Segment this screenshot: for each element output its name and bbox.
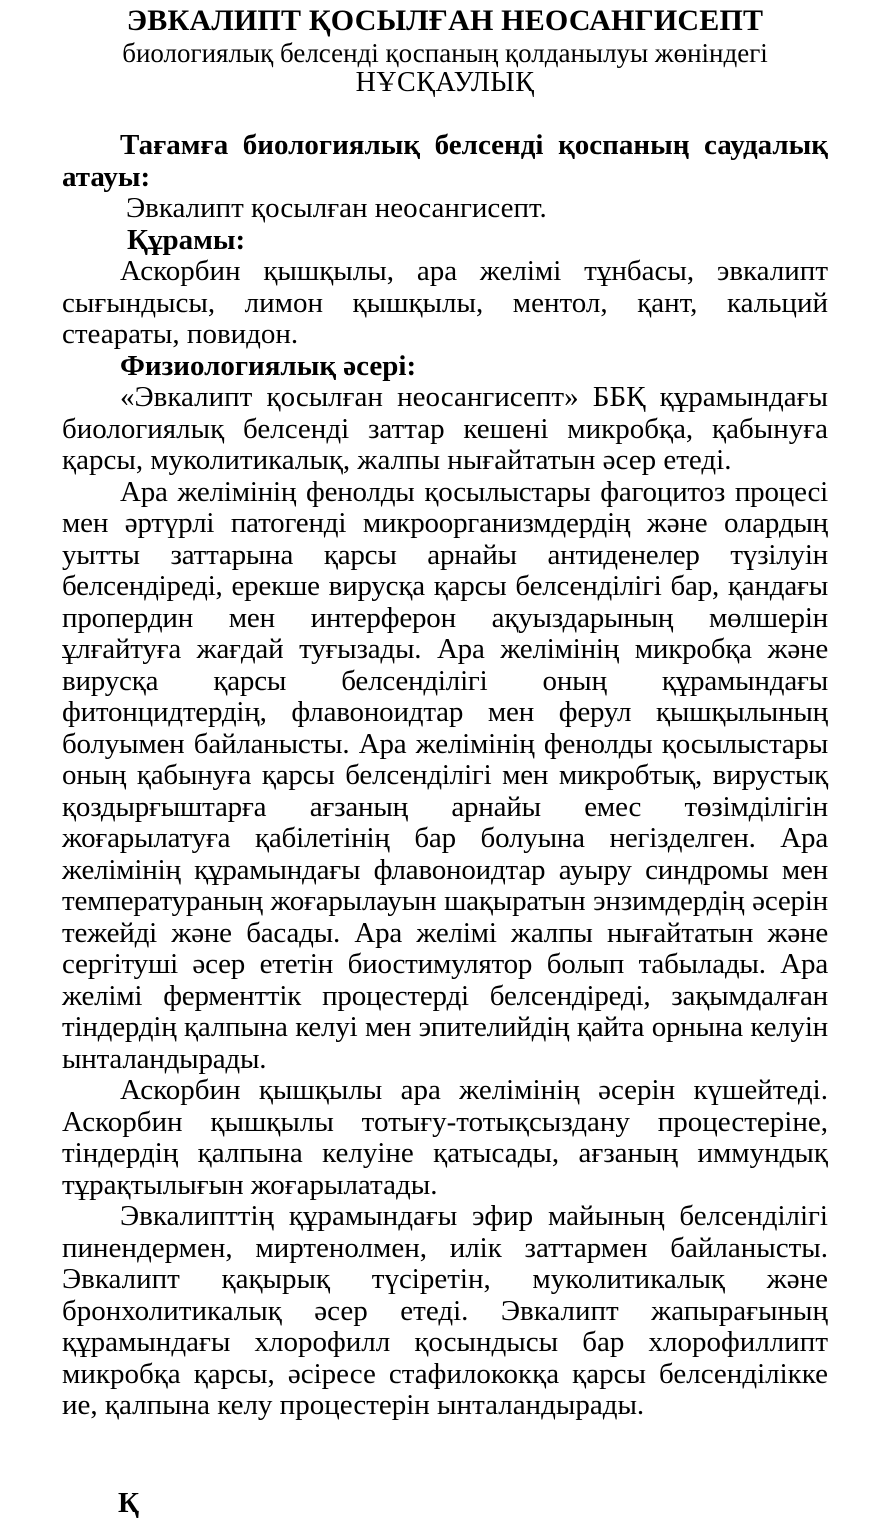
effect-paragraph-4: Эвкалипттің құрамындағы эфир майының белсенділігі пинендермен, миртенолмен, илік заттармен байланысты. Эвкалипт қақырық түсіретін, муколитикалық және бронхолитикалық әсер етеді. Эвкалипт жапырағының құрамындағы хлорофилл қосындысы бар хлорофиллипт микробқа қарсы, әсіресе стафилококқа қарсы белсенділікке ие, қалпына келу процестерін ынталандырады. (62, 1200, 828, 1421)
document-type: НҰСҚАУЛЫҚ (355, 67, 535, 98)
effect-paragraph-1: «Эвкалипт қосылған неосангисепт» ББҚ құрамындағы биологиялық белсенді заттар кешені микробқа, қабынуға қарсы, муколитикалық, жалпы нығайтатын әсер етеді. (62, 381, 828, 476)
instruction-page (62, 4, 828, 1422)
document-title: ЭВКАЛИПТ ҚОСЫЛҒАН НЕОСАНГИСЕПТ (126, 4, 764, 37)
effect-paragraph-3: Аскорбин қышқылы ара желімінің әсерін күшейтеді. Аскорбин қышқылы тотығу-тотықсыздану процестеріне, тіндердің қалпына келуіне қатысады, ағзаның иммундық тұрақтылығын жоғарылатады. (62, 1074, 828, 1201)
effect-heading: Физиологиялық әсері: (120, 349, 417, 382)
composition-text: Аскорбин қышқылы, ара желімі тұнбасы, эвкалипт сығындысы, лимон қышқылы, ментол, қант, кальций стеараты, повидон. (62, 255, 828, 350)
composition-heading: Құрамы: (127, 223, 246, 256)
trade-name-heading: Тағамға биологиялық белсенді қоспаның саудалық атауы: (62, 129, 828, 193)
trade-name-value: Эвкалипт қосылған неосангисепт. (126, 192, 547, 224)
next-heading-letter: Қ (118, 1487, 140, 1519)
document-subtitle: биологиялық белсенді қоспаның қолданылуы жөніндегі (122, 38, 768, 68)
next-heading-fragment (118, 1487, 158, 1519)
effect-paragraph-2: Ара желімінің фенолды қосылыстары фагоцитоз процесі мен әртүрлі патогенді микроорганизмдердің және олардың уытты заттарына қарсы арнайы антиденелер түзілуін белсендіреді, ерекше вирусқа қарсы белсенділігі бар, қандағы пропердин мен интерферон ақуыздарының мөлшерін ұлғайтуға жағдай туғызады. Ара желімінің микробқа және вирусқа қарсы белсенділігі оның құрамындағы фитонцидтердің, флавоноидтар мен ферул қышқылының болуымен байланысты. Ара желімінің фенолды қосылыстары оның қабынуға қарсы белсенділігі мен микробтық, вирустық қоздырғыштарға ағзаның арнайы емес төзімділігін жоғарылатуға қабілетінің бар болуына негізделген. Ара желімінің құрамындағы флавоноидтар ауыру синдромы мен температураның жоғарылауын шақыратын энзимдердің әсерін тежейді және басады. Ара желімі жалпы нығайтатын және сергітуші әсер ететін биостимулятор болып табылады. Ара желімі ферменттік процестерді белсендіреді, зақымдалған тіндердің қалпына келуі мен эпителийдің қайта орнына келуін ынталандырады. (62, 475, 828, 1075)
